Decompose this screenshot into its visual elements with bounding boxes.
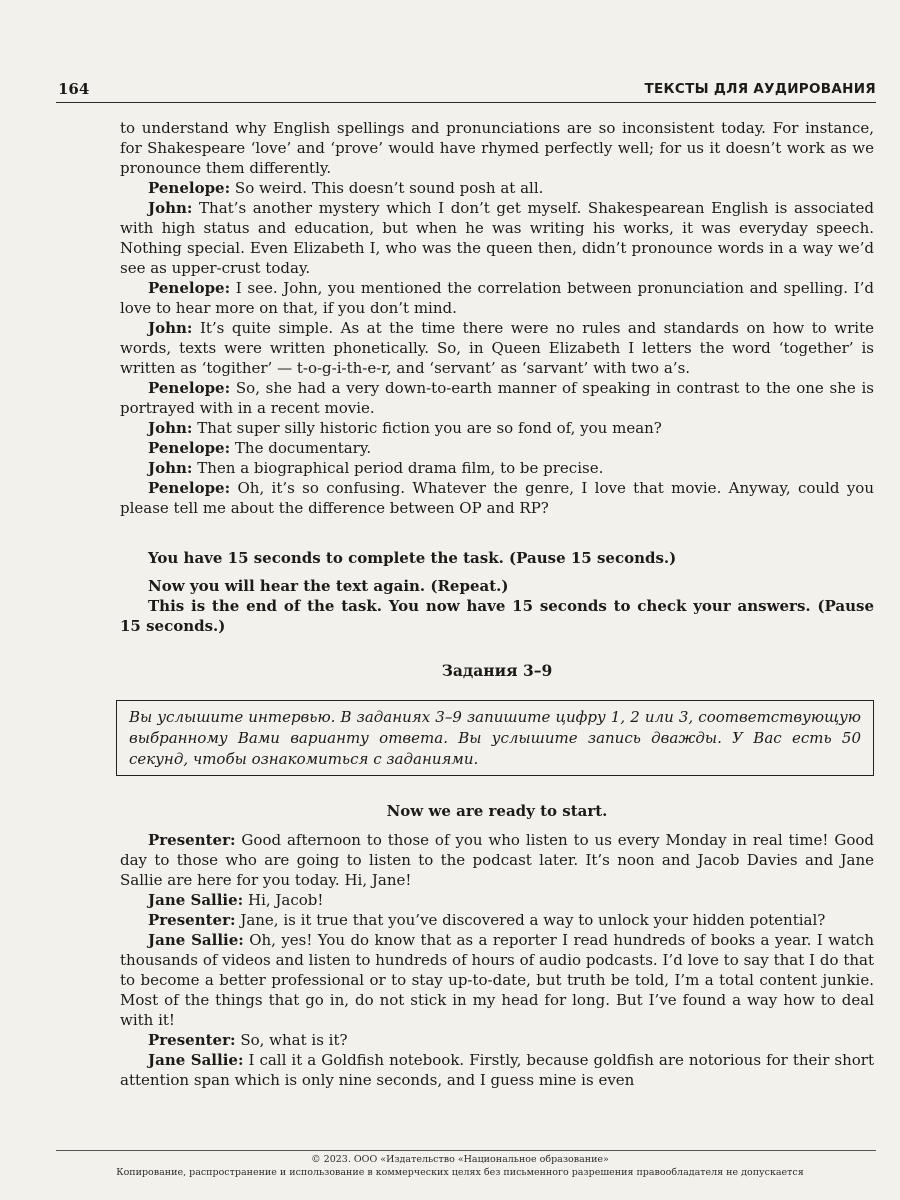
speech-text: Jane, is it true that you’ve discovered a way to unlock your hidden potential? (235, 911, 826, 929)
dialogue-line (120, 1050, 874, 1090)
speaker-name: Penelope: (148, 179, 231, 197)
dialogue-line (120, 418, 874, 438)
instruction-pause: You have 15 seconds to complete the task. (Pause 15 seconds.) (148, 549, 677, 567)
speech-text: So, what is it? (235, 1031, 348, 1049)
dialogue-line (120, 278, 874, 318)
copyright-footer (40, 1153, 880, 1179)
speaker-name: Penelope: (148, 479, 231, 497)
speech-text: Hi, Jacob! (243, 891, 324, 909)
dialogue-line (120, 318, 874, 378)
speaker-name: Penelope: (148, 439, 231, 457)
speech-text: Oh, it’s so confusing. Whatever the genre, I love that movie. Anyway, could you please tell me about the difference between OP and RP? (120, 479, 874, 517)
instruction-repeat: Now you will hear the text again. (Repeat.) (148, 577, 509, 595)
speech-text: So weird. This doesn’t sound posh at all. (230, 179, 544, 197)
speaker-name: Penelope: (148, 379, 231, 397)
footer-divider (56, 1150, 876, 1151)
page-number: 164 (58, 80, 90, 98)
speech-text: That’s another mystery which I don’t get myself. Shakespearean English is associated with high status and education, but when he was writing his works, it was everyday speech. Nothing special. Even Elizabeth I, who was the queen then, didn’t pronounce words in a way we’d see as upper-crust today. (120, 199, 874, 277)
dialogue-part-2 (120, 830, 874, 1090)
dialogue-line (120, 930, 874, 1030)
dialogue-part-1 (120, 118, 874, 518)
speaker-name: Jane Sallie: (148, 931, 244, 949)
dialogue-line (120, 378, 874, 418)
speaker-name: Jane Sallie: (148, 891, 244, 909)
dialogue-line (120, 198, 874, 278)
speech-text: I see. John, you mentioned the correlation between pronunciation and spelling. I’d love to hear more on that, if you don’t mind. (120, 279, 874, 317)
task-instructions (120, 548, 874, 636)
ready-line: Now we are ready to start. (386, 802, 608, 820)
speaker-name: John: (148, 319, 193, 337)
section-title: Задания 3–9 (441, 661, 553, 680)
speaker-name: Jane Sallie: (148, 1051, 244, 1069)
speech-text: Oh, yes! You do know that as a reporter I read hundreds of books a year. I watch thousands of videos and listen to hundreds of hours of audio podcasts. I’d love to say that I do that to become a better professional or to stay up-to-date, but truth be told, I’m a total content junkie. Most of the things that go in, do not stick in my head for long. But I’ve found a way how to deal with it! (120, 931, 874, 1029)
dialogue-line (120, 178, 874, 198)
speaker-name: Presenter: (148, 911, 236, 929)
speaker-name: John: (148, 459, 193, 477)
dialogue-line (120, 478, 874, 518)
running-head: ТЕКСТЫ ДЛЯ АУДИРОВАНИЯ (644, 81, 876, 97)
paragraph: to understand why English spellings and pronunciations are so inconsistent today. For instance, for Shakespeare ‘love’ and ‘prove’ would have rhymed perfectly well; for us it doesn’t work as we pronounce them differently. (120, 119, 874, 177)
dialogue-line (120, 830, 874, 890)
speaker-name: Presenter: (148, 831, 236, 849)
speaker-name: John: (148, 199, 193, 217)
speech-text: The documentary. (230, 439, 372, 457)
speaker-name: Penelope: (148, 279, 231, 297)
speech-text: That super silly historic fiction you are so fond of, you mean? (192, 419, 662, 437)
speech-text: So, she had a very down-to-earth manner of speaking in contrast to the one she is portrayed with in a recent movie. (120, 379, 874, 417)
page-header (56, 78, 876, 103)
dialogue-line (120, 1030, 874, 1050)
speaker-name: John: (148, 419, 193, 437)
speech-text: Then a biographical period drama film, to be precise. (192, 459, 604, 477)
speech-text: Good afternoon to those of you who listen to us every Monday in real time! Good day to those who are going to listen to the podcast later. It’s noon and Jacob Davies and Jane Sallie are here for you today. Hi, Jane! (120, 831, 874, 889)
dialogue-line (120, 458, 874, 478)
dialogue-line (120, 890, 874, 910)
dialogue-line (120, 438, 874, 458)
speech-text: I call it a Goldfish notebook. Firstly, because goldfish are notorious for their short attention span which is only nine seconds, and I guess mine is even (120, 1051, 874, 1089)
rights-notice: Копирование, распространение и использование в коммерческих целях без письменного разрешения правообладателя не допускается (116, 1167, 804, 1178)
copyright-line: © 2023. ООО «Издательство «Национальное образование» (311, 1154, 609, 1165)
dialogue-line (120, 910, 874, 930)
instruction-end: This is the end of the task. You now have 15 seconds to check your answers. (Pause 15 seconds.) (120, 597, 874, 635)
speaker-name: Presenter: (148, 1031, 236, 1049)
speech-text: It’s quite simple. As at the time there were no rules and standards on how to write words, texts were written phonetically. So, in Queen Elizabeth I letters the word ‘together’ is written as ‘togither’ — t-o-g-i-th-e-r, and ‘servant’ as ‘sarvant’ with two a’s. (120, 319, 874, 377)
instructions-box: Вы услышите интервью. В заданиях 3–9 запишите цифру 1, 2 или 3, соответствующую выбранному Вами варианту ответа. Вы услышите запись дважды. У Вас есть 50 секунд, чтобы ознакомиться с заданиями. (116, 700, 874, 776)
